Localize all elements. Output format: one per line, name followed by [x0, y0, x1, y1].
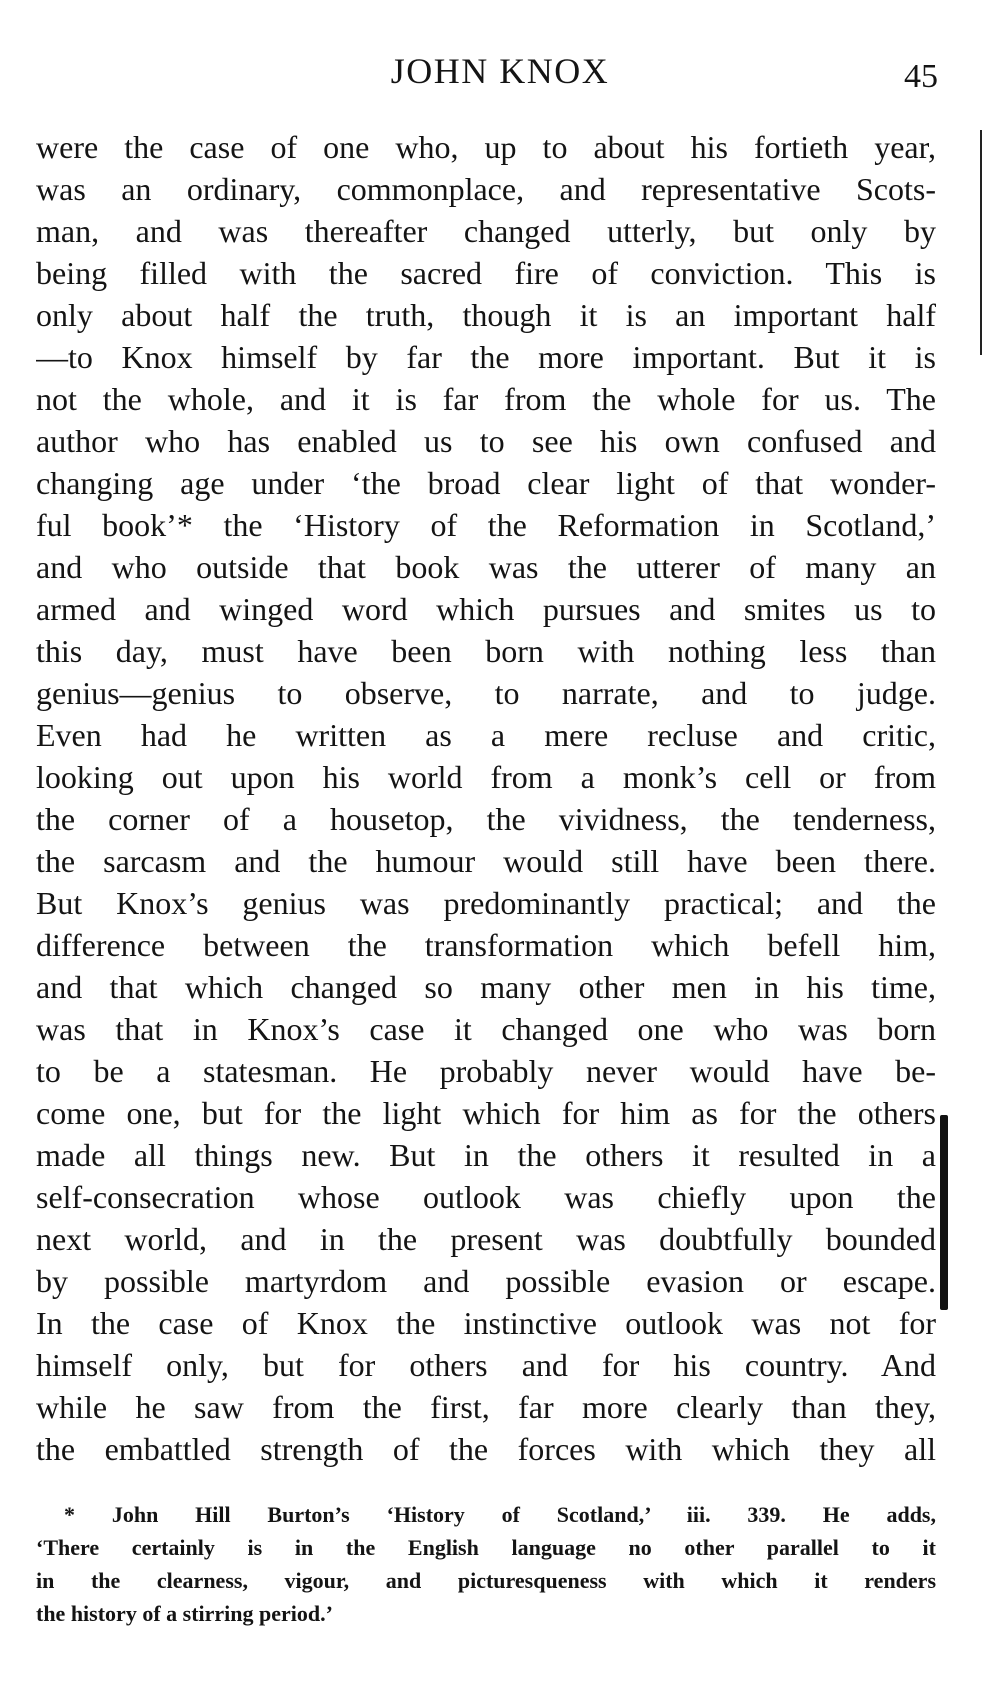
text-line: come one, but for the light which for him as for the others — [36, 1095, 936, 1131]
text-line: was an ordinary, commonplace, and representative Scots- — [36, 171, 936, 207]
text-line: man, and was thereafter changed utterly, but only by — [36, 213, 936, 249]
running-title: JOHN KNOX — [390, 51, 610, 91]
text-line: himself only, but for others and for his country. And — [36, 1347, 936, 1383]
text-line: being filled with the sacred fire of conviction. This is — [36, 255, 936, 291]
text-line: author who has enabled us to see his own confused and — [36, 423, 936, 459]
text-line: was that in Knox’s case it changed one who was born — [36, 1011, 936, 1047]
margin-ink-bar — [940, 1115, 948, 1310]
text-line: —to Knox himself by far the more important. But it is — [36, 339, 936, 375]
footnote-line: * John Hill Burton’s ‘History of Scotland,’ iii. 339. He adds, — [64, 1502, 936, 1527]
text-line: difference between the transformation which befell him, — [36, 927, 936, 963]
text-line: and that which changed so many other men in his time, — [36, 969, 936, 1005]
text-line: genius—genius to observe, to narrate, and to judge. — [36, 675, 936, 711]
text-line: were the case of one who, up to about his fortieth year, — [36, 129, 936, 165]
text-line: But Knox’s genius was predominantly practical; and the — [36, 885, 936, 921]
footnote-line: in the clearness, vigour, and picturesqueness with which it renders — [36, 1568, 936, 1593]
margin-pencil-line — [980, 130, 982, 355]
text-line: ful book’* the ‘History of the Reformation in Scotland,’ — [36, 507, 936, 543]
text-line: the sarcasm and the humour would still have been there. — [36, 843, 936, 879]
text-line: the corner of a housetop, the vividness, the tenderness, — [36, 801, 936, 837]
text-line: while he saw from the first, far more clearly than they, — [36, 1389, 936, 1425]
text-line: armed and winged word which pursues and smites us to — [36, 591, 936, 627]
text-line: and who outside that book was the utterer of many an — [36, 549, 936, 585]
text-line: next world, and in the present was doubtfully bounded — [36, 1221, 936, 1257]
text-line: the embattled strength of the forces with which they all — [36, 1431, 936, 1467]
text-line: changing age under ‘the broad clear light of that wonder- — [36, 465, 936, 501]
text-line: this day, must have been born with nothing less than — [36, 633, 936, 669]
text-line: by possible martyrdom and possible evasion or escape. — [36, 1263, 936, 1299]
text-line: Even had he written as a mere recluse and critic, — [36, 717, 936, 753]
text-line: self-consecration whose outlook was chiefly upon the — [36, 1179, 936, 1215]
body-text — [36, 126, 936, 1470]
text-line: made all things new. But in the others it resulted in a — [36, 1137, 936, 1173]
text-line: not the whole, and it is far from the whole for us. The — [36, 381, 936, 417]
page-number: 45 — [904, 58, 938, 95]
footnote-line: the history of a stirring period.’ — [36, 1601, 333, 1626]
text-line: only about half the truth, though it is an important half — [36, 297, 936, 333]
text-line: looking out upon his world from a monk’s cell or from — [36, 759, 936, 795]
footnote-line: ‘There certainly is in the English language no other parallel to it — [36, 1535, 936, 1560]
text-line: to be a statesman. He probably never would have be- — [36, 1053, 936, 1089]
footnote — [36, 1498, 936, 1630]
text-line: In the case of Knox the instinctive outlook was not for — [36, 1305, 936, 1341]
